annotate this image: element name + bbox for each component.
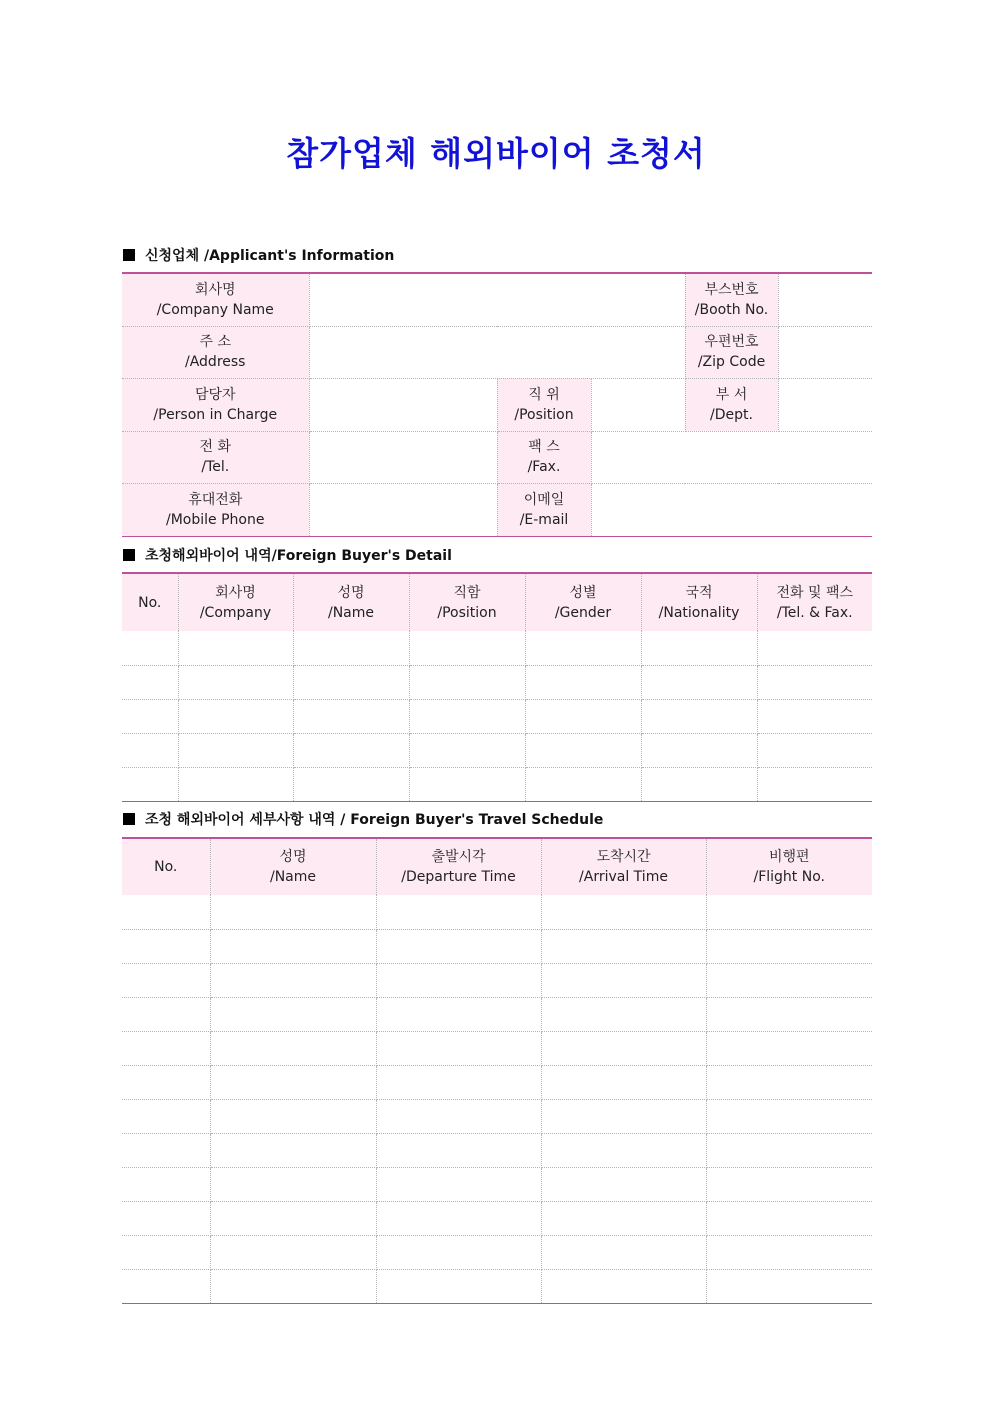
email-field[interactable] [591, 483, 872, 536]
buyer-cell[interactable] [122, 665, 178, 699]
buyer-header-6: 전화 및 팩스 /Tel. & Fax. [757, 573, 872, 631]
travel-cell[interactable] [210, 1065, 376, 1099]
buyer-cell[interactable] [757, 767, 872, 801]
buyer-cell[interactable] [525, 733, 641, 767]
travel-cell[interactable] [376, 929, 541, 963]
travel-cell[interactable] [541, 1167, 706, 1201]
travel-header-1: 성명 /Name [210, 838, 376, 895]
travel-cell[interactable] [122, 997, 210, 1031]
travel-table-row [122, 1201, 872, 1235]
buyer-table-row [122, 631, 872, 665]
buyer-header-0: No. [122, 573, 178, 631]
travel-cell[interactable] [541, 1099, 706, 1133]
travel-cell[interactable] [541, 997, 706, 1031]
section-applicant-heading-text: 신청업체 /Applicant's Information [145, 248, 395, 264]
travel-cell[interactable] [210, 1269, 376, 1303]
booth-no-label: 부스번호 /Booth No. [685, 273, 778, 326]
buyer-cell[interactable] [409, 665, 525, 699]
travel-cell[interactable] [122, 1133, 210, 1167]
travel-cell[interactable] [541, 963, 706, 997]
travel-cell[interactable] [122, 1167, 210, 1201]
travel-table-row [122, 1269, 872, 1303]
travel-cell[interactable] [122, 895, 210, 929]
travel-cell[interactable] [122, 1065, 210, 1099]
travel-cell[interactable] [706, 1065, 872, 1099]
travel-cell[interactable] [210, 895, 376, 929]
buyer-cell[interactable] [293, 699, 409, 733]
travel-cell[interactable] [706, 1133, 872, 1167]
buyer-cell[interactable] [178, 665, 293, 699]
travel-cell[interactable] [706, 963, 872, 997]
buyer-cell[interactable] [178, 631, 293, 665]
travel-cell[interactable] [122, 1269, 210, 1303]
travel-cell[interactable] [376, 1065, 541, 1099]
travel-table-row [122, 1065, 872, 1099]
buyer-cell[interactable] [178, 699, 293, 733]
mobile-phone-label: 휴대전화 /Mobile Phone [122, 483, 309, 536]
travel-header-4: 비행편 /Flight No. [706, 838, 872, 895]
buyer-cell[interactable] [409, 767, 525, 801]
travel-cell[interactable] [706, 1099, 872, 1133]
travel-cell[interactable] [376, 1269, 541, 1303]
travel-cell[interactable] [376, 895, 541, 929]
travel-cell[interactable] [376, 1201, 541, 1235]
buyer-cell[interactable] [757, 733, 872, 767]
travel-cell[interactable] [210, 1167, 376, 1201]
travel-table-row [122, 1167, 872, 1201]
travel-cell[interactable] [122, 1235, 210, 1269]
position-field[interactable] [591, 378, 685, 431]
buyer-table-row [122, 733, 872, 767]
person-in-charge-label: 담당자 /Person in Charge [122, 378, 309, 431]
buyer-header-1: 회사명 /Company [178, 573, 293, 631]
travel-cell[interactable] [376, 1167, 541, 1201]
dept-field[interactable] [778, 378, 872, 431]
zip-code-field[interactable] [778, 326, 872, 378]
buyer-cell[interactable] [757, 665, 872, 699]
buyer-cell[interactable] [293, 767, 409, 801]
buyer-cell[interactable] [122, 699, 178, 733]
buyer-cell[interactable] [122, 631, 178, 665]
travel-cell[interactable] [122, 1099, 210, 1133]
fax-label: 팩 스 /Fax. [497, 431, 591, 483]
travel-cell[interactable] [541, 1133, 706, 1167]
travel-schedule-table [122, 837, 872, 1304]
buyer-cell[interactable] [178, 733, 293, 767]
travel-table-row [122, 1031, 872, 1065]
travel-table-header-row [122, 838, 872, 895]
travel-cell[interactable] [706, 997, 872, 1031]
fax-field[interactable] [591, 431, 872, 483]
section-buyer-detail-heading [123, 545, 452, 565]
buyer-cell[interactable] [293, 631, 409, 665]
buyer-header-5: 국적 /Nationality [641, 573, 757, 631]
buyer-cell[interactable] [122, 767, 178, 801]
travel-cell[interactable] [541, 929, 706, 963]
email-label: 이메일 /E-mail [497, 483, 591, 536]
page-title: 참가업체 해외바이어 초청서 [286, 134, 706, 173]
travel-cell[interactable] [706, 1235, 872, 1269]
travel-cell[interactable] [706, 1269, 872, 1303]
buyer-cell[interactable] [525, 665, 641, 699]
tel-label: 전 화 /Tel. [122, 431, 309, 483]
buyer-table-row [122, 665, 872, 699]
company-name-field[interactable] [309, 273, 685, 326]
dept-label: 부 서 /Dept. [685, 378, 778, 431]
buyer-table-header-row [122, 573, 872, 631]
travel-cell[interactable] [210, 1201, 376, 1235]
zip-code-label: 우편번호 /Zip Code [685, 326, 778, 378]
travel-cell[interactable] [706, 1201, 872, 1235]
section-travel-schedule-heading [123, 809, 603, 829]
buyer-cell[interactable] [525, 631, 641, 665]
buyer-cell[interactable] [757, 699, 872, 733]
buyer-cell[interactable] [641, 733, 757, 767]
buyer-detail-table [122, 572, 872, 802]
travel-cell[interactable] [122, 963, 210, 997]
travel-cell[interactable] [541, 1235, 706, 1269]
travel-cell[interactable] [210, 929, 376, 963]
travel-cell[interactable] [541, 1269, 706, 1303]
buyer-cell[interactable] [525, 699, 641, 733]
buyer-header-3: 직함 /Position [409, 573, 525, 631]
buyer-cell[interactable] [409, 699, 525, 733]
travel-table-row [122, 929, 872, 963]
travel-cell[interactable] [376, 1031, 541, 1065]
buyer-table-row [122, 767, 872, 801]
square-bullet-icon [123, 549, 135, 561]
travel-cell[interactable] [210, 1235, 376, 1269]
travel-cell[interactable] [210, 1133, 376, 1167]
square-bullet-icon [123, 249, 135, 261]
travel-cell[interactable] [376, 1133, 541, 1167]
company-name-label: 회사명 /Company Name [122, 273, 309, 326]
travel-cell[interactable] [706, 1167, 872, 1201]
buyer-cell[interactable] [641, 699, 757, 733]
travel-cell[interactable] [210, 1031, 376, 1065]
travel-cell[interactable] [122, 1031, 210, 1065]
travel-cell[interactable] [376, 1099, 541, 1133]
travel-cell[interactable] [210, 963, 376, 997]
applicant-info-table [122, 272, 872, 537]
buyer-header-4: 성별 /Gender [525, 573, 641, 631]
travel-cell[interactable] [376, 1235, 541, 1269]
travel-cell[interactable] [210, 997, 376, 1031]
travel-table-row [122, 997, 872, 1031]
buyer-table-row [122, 699, 872, 733]
travel-header-0: No. [122, 838, 210, 895]
position-label: 직 위 /Position [497, 378, 591, 431]
address-label: 주 소 /Address [122, 326, 309, 378]
buyer-cell[interactable] [122, 733, 178, 767]
travel-table-row [122, 895, 872, 929]
mobile-phone-field[interactable] [309, 483, 497, 536]
travel-cell[interactable] [706, 895, 872, 929]
travel-table-row [122, 963, 872, 997]
travel-cell[interactable] [210, 1099, 376, 1133]
travel-cell[interactable] [706, 1031, 872, 1065]
buyer-cell[interactable] [525, 767, 641, 801]
buyer-cell[interactable] [409, 631, 525, 665]
buyer-header-2: 성명 /Name [293, 573, 409, 631]
travel-cell[interactable] [541, 1201, 706, 1235]
square-bullet-icon [123, 813, 135, 825]
buyer-cell[interactable] [641, 767, 757, 801]
buyer-cell[interactable] [178, 767, 293, 801]
travel-cell[interactable] [541, 1031, 706, 1065]
travel-table-row [122, 1133, 872, 1167]
section-applicant-heading [123, 245, 394, 265]
travel-header-3: 도착시간 /Arrival Time [541, 838, 706, 895]
travel-cell[interactable] [541, 1065, 706, 1099]
tel-field[interactable] [309, 431, 497, 483]
person-in-charge-field[interactable] [309, 378, 497, 431]
travel-header-2: 출발시각 /Departure Time [376, 838, 541, 895]
travel-cell[interactable] [376, 963, 541, 997]
buyer-cell[interactable] [409, 733, 525, 767]
buyer-cell[interactable] [757, 631, 872, 665]
travel-cell[interactable] [541, 895, 706, 929]
travel-table-row [122, 1099, 872, 1133]
travel-cell[interactable] [376, 997, 541, 1031]
section-buyer-detail-heading-text: 초청해외바이어 내역/Foreign Buyer's Detail [145, 548, 452, 564]
buyer-cell[interactable] [293, 733, 409, 767]
travel-table-row [122, 1235, 872, 1269]
section-travel-schedule-heading-text: 조청 해외바이어 세부사항 내역 / Foreign Buyer's Travel Schedule [145, 812, 604, 828]
booth-no-field[interactable] [778, 273, 872, 326]
travel-cell[interactable] [706, 929, 872, 963]
buyer-cell[interactable] [293, 665, 409, 699]
address-field[interactable] [309, 326, 685, 378]
travel-cell[interactable] [122, 1201, 210, 1235]
buyer-cell[interactable] [641, 631, 757, 665]
travel-cell[interactable] [122, 929, 210, 963]
buyer-cell[interactable] [641, 665, 757, 699]
